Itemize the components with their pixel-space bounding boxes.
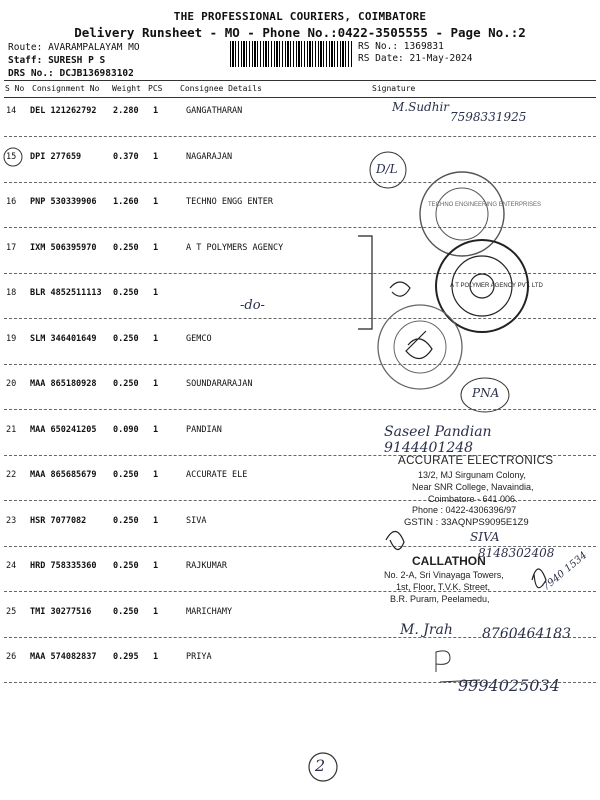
route-value: AVARAMPALAYAM MO [48, 42, 140, 53]
stamp-polymer-text: A T POLYMER AGENCY PVT. LTD [450, 283, 543, 289]
rs-no-label: RS No.: [358, 41, 399, 52]
runsheet-subtitle: Delivery Runsheet - MO - Phone No.:0422-3505555 - Page No.:2 [74, 25, 526, 40]
route-label: Route: [8, 42, 43, 53]
staff-label: Staff: [8, 55, 43, 66]
row-consignment: SLM 346401649 [30, 333, 97, 344]
row-weight: 0.090 [113, 424, 139, 435]
row-weight: 0.250 [113, 288, 139, 298]
handwritten-phone-23: 8148302408 [478, 546, 555, 560]
row-consignment: MAA 650241205 [30, 424, 97, 435]
drs-label: DRS No.: [8, 68, 54, 79]
handwritten-phone-14: 7598331925 [450, 110, 527, 124]
row-consignee: MARICHAMY [186, 606, 233, 617]
row-weight: 0.250 [113, 515, 139, 526]
techno-stamp-inner [436, 188, 488, 240]
row-sno: 15 [6, 151, 17, 162]
row-consignee: A T POLYMERS AGENCY [186, 242, 284, 253]
gemco-stamp-outer [378, 305, 462, 389]
rs-no-value: 1369831 [403, 41, 444, 52]
row-pcs: 1 [153, 379, 159, 389]
row-sno: 18 [6, 288, 17, 298]
handwritten-phone-26: 9994025034 [458, 676, 560, 695]
row-weight: 0.250 [113, 606, 139, 617]
stamp-accurate-phone: Phone : 0422-4306396/97 [412, 505, 517, 515]
handwritten-signature-25: M. Jrah [400, 622, 453, 638]
stamp-callathon-line3: B.R. Puram, Peelamedu, [390, 594, 490, 604]
handwritten-phone-21: 9144401248 [384, 440, 474, 456]
stamp-accurate-name: ACCURATE ELECTRONICS [398, 455, 554, 467]
staff-value: SURESH P S [48, 55, 106, 66]
row-consignment: HSR 7077082 [30, 515, 87, 526]
stamp-callathon-name: CALLATHON [412, 554, 486, 568]
row-weight: 0.250 [113, 379, 139, 389]
row-weight: 0.295 [113, 652, 139, 662]
row-consignment: TMI 30277516 [30, 606, 92, 617]
row-consignee: GEMCO [186, 333, 212, 344]
drs-value: DCJB136983102 [59, 68, 134, 79]
row-weight: 0.250 [113, 470, 139, 480]
row-sno: 20 [6, 379, 17, 389]
row-consignment: MAA 865685679 [30, 470, 97, 480]
row-weight: 2.280 [113, 106, 139, 116]
row-sno: 22 [6, 470, 17, 480]
row-weight: 0.250 [113, 333, 139, 344]
row-pcs: 1 [153, 106, 159, 116]
row-consignment: IXM 506395970 [30, 242, 97, 253]
row-pcs: 1 [153, 242, 159, 253]
row-sno: 16 [6, 197, 17, 207]
row-pcs: 1 [153, 288, 159, 298]
row-weight: 0.370 [113, 151, 139, 162]
row-consignee: PANDIAN [186, 424, 222, 435]
row-consignee: SIVA [186, 515, 207, 526]
handwritten-pna: PNA [472, 386, 500, 400]
row-weight: 1.260 [113, 197, 139, 207]
row-consignee: PRIYA [186, 652, 212, 662]
rs-date-value: 21-May-2024 [409, 53, 473, 64]
row-consignee: TECHNO ENGG ENTER [186, 197, 273, 207]
stamp-callathon-line1: No. 2-A, Sri Vinayaga Towers, [384, 570, 504, 580]
row-consignee: SOUNDARARAJAN [186, 379, 253, 389]
row-sno: 17 [6, 242, 17, 253]
sig-scribble-19 [406, 331, 432, 359]
sig-scribble-23 [386, 531, 404, 549]
row-pcs: 1 [153, 151, 159, 162]
col-consignee: Consignee Details [180, 84, 262, 93]
row-consignment: HRD 758335360 [30, 561, 97, 571]
row-sno: 24 [6, 561, 17, 571]
row-sno: 23 [6, 515, 17, 526]
gemco-stamp-inner [394, 321, 446, 373]
col-sno: S No [5, 84, 25, 93]
handwritten-name-23: SIVA [470, 530, 500, 544]
row-consignment: DPI 277659 [30, 151, 82, 162]
row-pcs: 1 [153, 561, 159, 571]
row-pcs: 1 [153, 424, 159, 435]
col-consignment: Consignment No [32, 84, 100, 93]
stamp-accurate-line1: 13/2, MJ Sirgunam Colony, [418, 470, 526, 480]
handwritten-name-21: Saseel Pandian [384, 424, 492, 440]
row-weight: 0.250 [113, 242, 139, 253]
sig-scribble-18 [390, 282, 410, 296]
row-consignment: BLR 4852511113 [30, 288, 102, 298]
handwritten-dl: D/L [376, 162, 398, 176]
bracket-mark [358, 236, 372, 329]
row-consignment: MAA 574082837 [30, 652, 97, 662]
row-pcs: 1 [153, 197, 159, 207]
row-pcs: 1 [153, 652, 159, 662]
row-sno: 14 [6, 106, 17, 116]
row-sno: 26 [6, 652, 17, 662]
runsheet-title: THE PROFESSIONAL COURIERS, COIMBATORE [173, 10, 427, 23]
row-consignment: PNP 530339906 [30, 197, 97, 207]
col-signature: Signature [372, 84, 416, 93]
row-pcs: 1 [153, 333, 159, 344]
handwritten-phone-25: 8760464183 [482, 626, 572, 642]
row-consignee: NAGARAJAN [186, 151, 233, 162]
row-consignee: ACCURATE ELE [186, 470, 248, 480]
row-sno: 25 [6, 606, 17, 617]
row-pcs: 1 [153, 470, 159, 480]
row-weight: 0.250 [113, 561, 139, 571]
row-consignment: MAA 865180928 [30, 379, 97, 389]
row-consignee: RAJKUMAR [186, 561, 227, 571]
handwritten-ditto: -do- [240, 298, 265, 313]
techno-stamp-outer [420, 172, 504, 256]
row-consignment: DEL 121262792 [30, 106, 97, 116]
row-sno: 21 [6, 424, 17, 435]
row-pcs: 1 [153, 515, 159, 526]
col-weight: Weight [112, 84, 141, 93]
handwritten-signature-14: M.Sudhir [392, 100, 450, 114]
stamp-techno-text: TECHNO ENGINEERING ENTERPRISES [428, 202, 542, 208]
stamp-accurate-line2: Near SNR College, Navaindia, [412, 482, 534, 492]
row-consignee: GANGATHARAN [186, 106, 243, 116]
handwritten-page-number: 2 [315, 756, 326, 775]
stamp-accurate-gstin: GSTIN : 33AQNPS9095E1Z9 [404, 517, 529, 528]
stamp-accurate-line3: Coimbatore - 641 006. [428, 494, 518, 504]
row-pcs: 1 [153, 606, 159, 617]
handwritten-phone-24: 7940 1534 [540, 549, 590, 594]
stamp-callathon-line2: 1st, Floor, T.V.K. Street, [396, 582, 491, 592]
sno-circle-mark [4, 148, 22, 166]
rs-date-label: RS Date: [358, 53, 404, 64]
col-pcs: PCS [148, 84, 163, 93]
row-sno: 19 [6, 333, 17, 344]
